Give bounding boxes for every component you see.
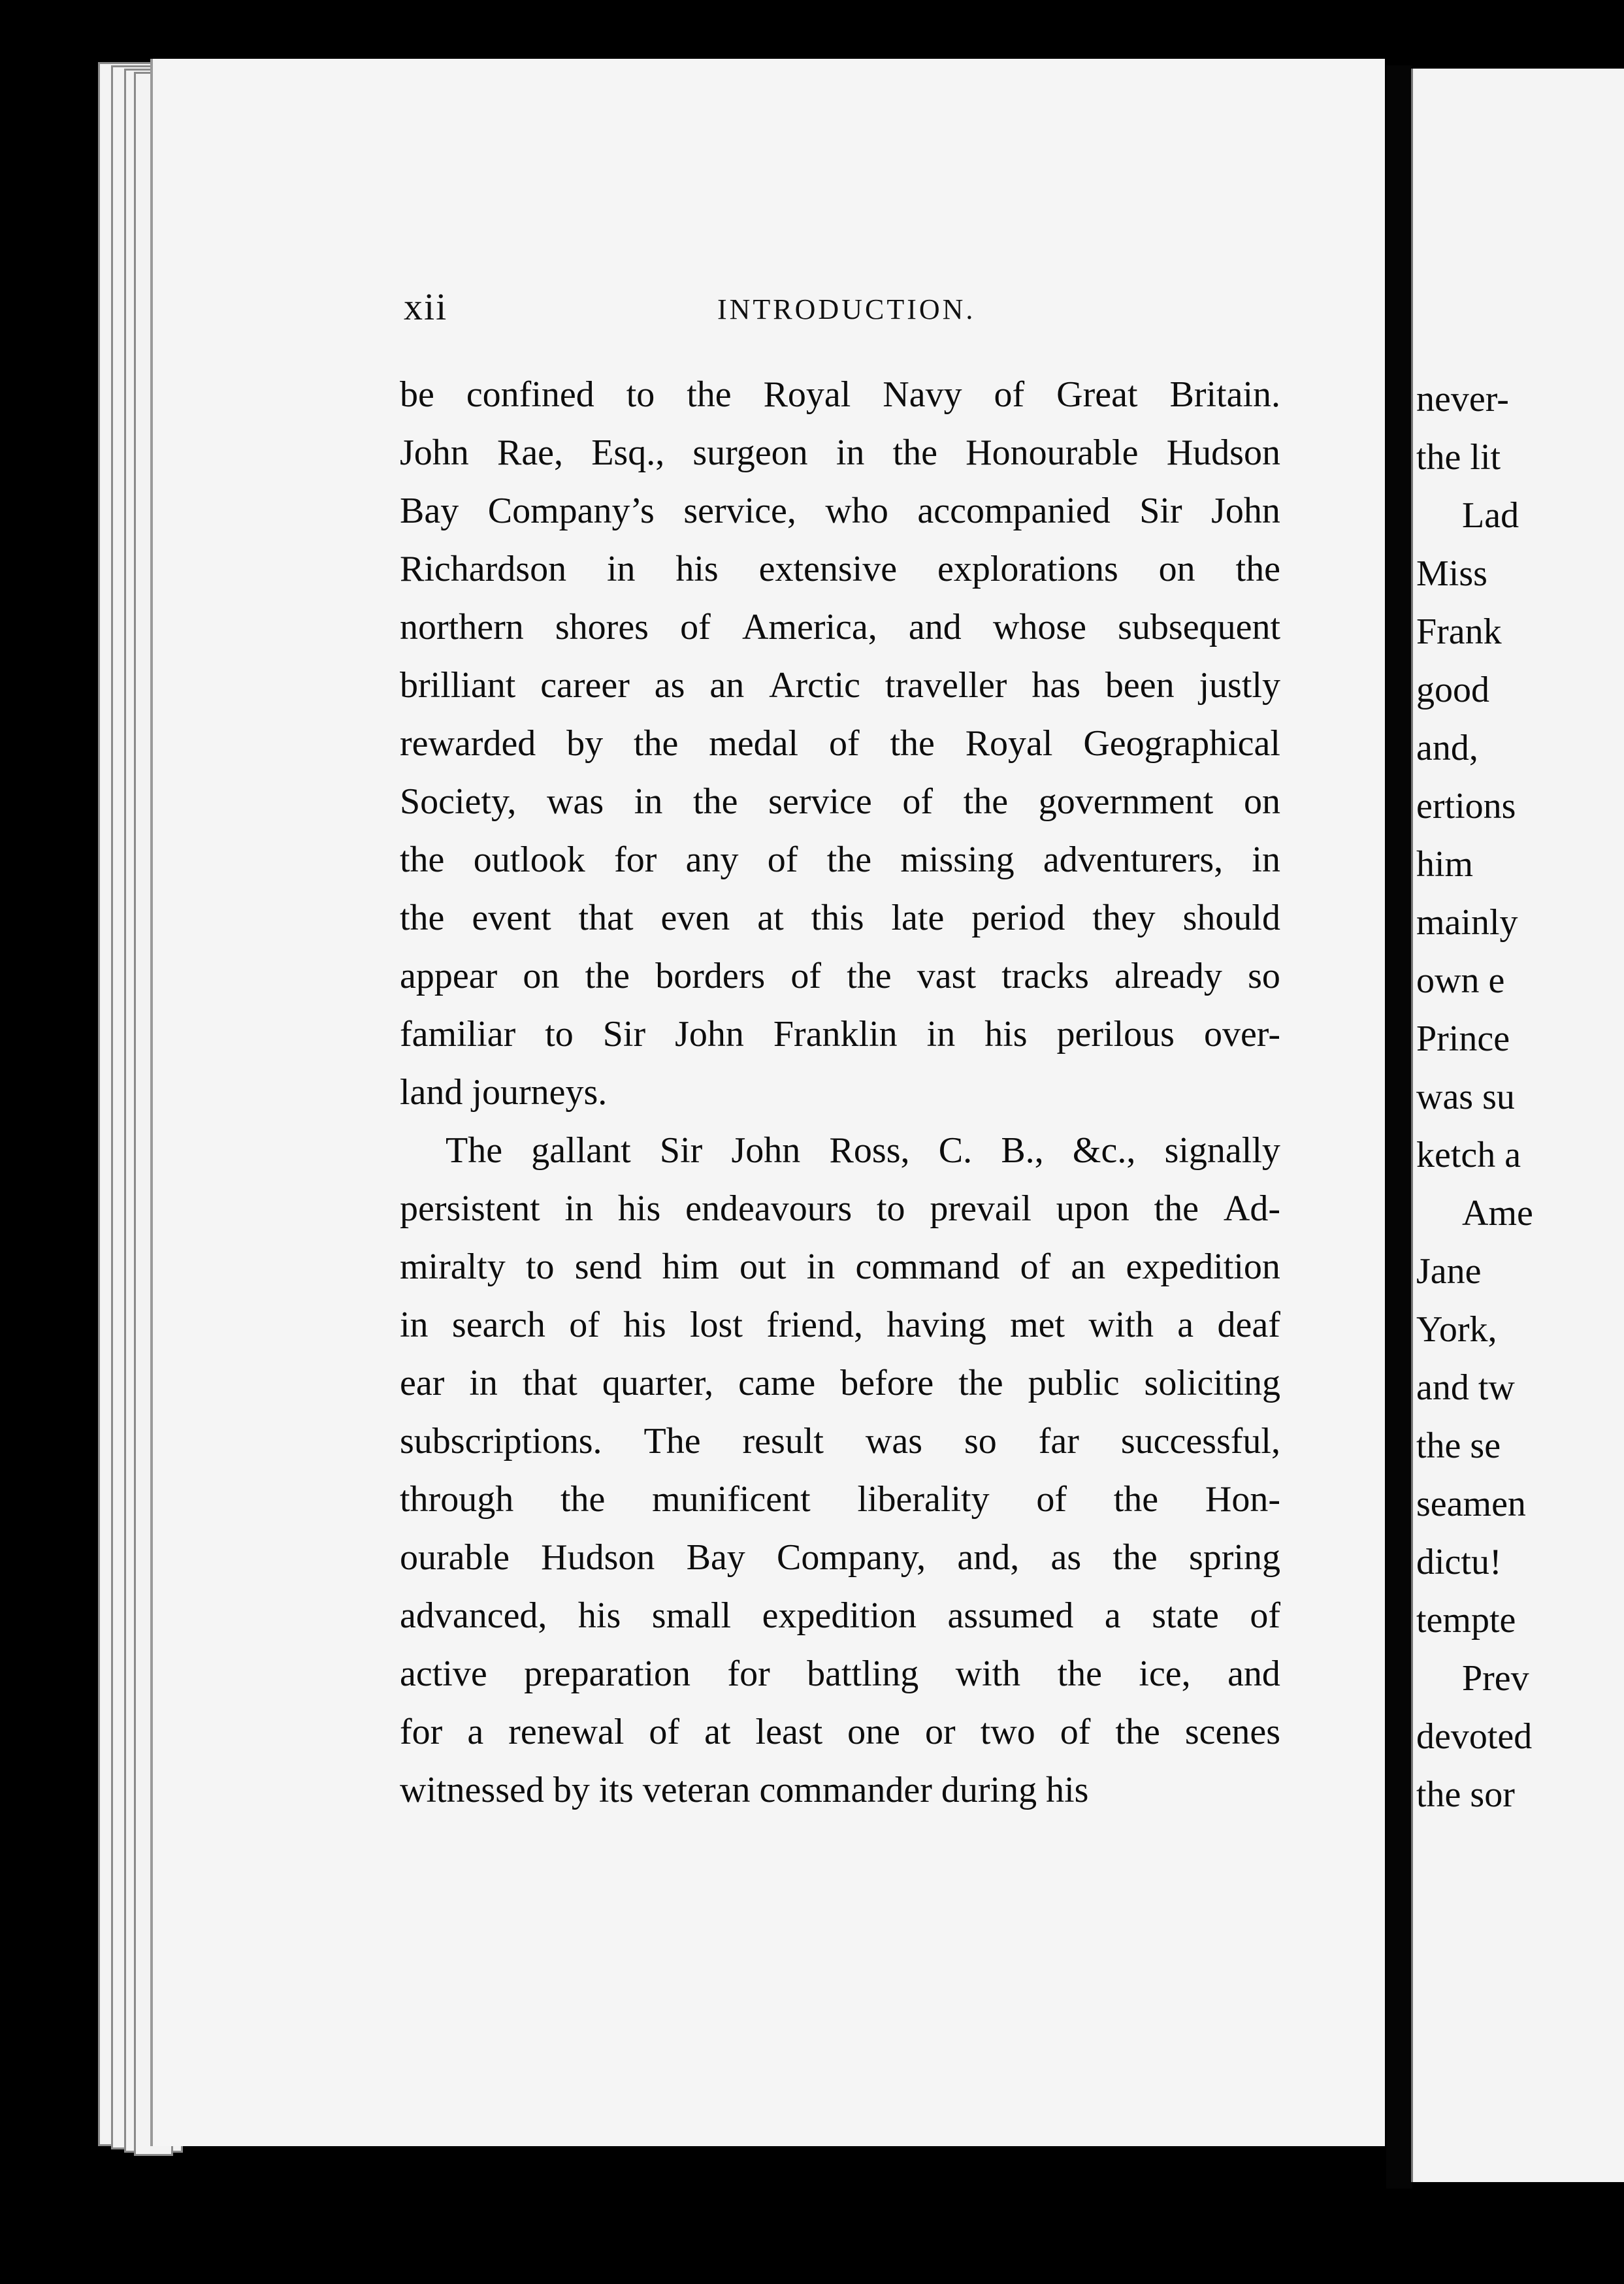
text-line: and, bbox=[1416, 728, 1478, 768]
text-line: Ame bbox=[1462, 1193, 1533, 1233]
text-line: seamen bbox=[1416, 1484, 1526, 1524]
text-line: Bay Company’s service, who accompanied Sir John bbox=[400, 491, 1280, 531]
text-line: mainly bbox=[1416, 902, 1518, 943]
text-line: good bbox=[1416, 670, 1489, 710]
text-line: subscriptions. The result was so far successful, bbox=[400, 1421, 1280, 1461]
text-line: Prince bbox=[1416, 1019, 1510, 1059]
text-line: tempte bbox=[1416, 1600, 1516, 1640]
text-line: was su bbox=[1416, 1077, 1515, 1117]
page-number: xii bbox=[404, 286, 448, 328]
text-line: for a renewal of at least one or two of the scenes bbox=[400, 1712, 1280, 1752]
text-line: Prev bbox=[1462, 1658, 1529, 1699]
text-line: miralty to send him out in command of an expedition bbox=[400, 1247, 1280, 1287]
text-line: ertions bbox=[1416, 786, 1516, 826]
text-line: Frank bbox=[1416, 612, 1502, 652]
chapter-title: INTRODUCTION. bbox=[717, 293, 976, 325]
text-line: ear in that quarter, came before the public soliciting bbox=[400, 1363, 1280, 1403]
text-line: familiar to Sir John Franklin in his perilous over- bbox=[400, 1014, 1280, 1054]
text-line: ourable Hudson Bay Company, and, as the spring bbox=[400, 1537, 1280, 1578]
text-line: the sor bbox=[1416, 1774, 1515, 1815]
text-line: him bbox=[1416, 844, 1474, 885]
text-line: active preparation for battling with the ice, and bbox=[400, 1654, 1280, 1694]
text-line: rewarded by the medal of the Royal Geographical bbox=[400, 723, 1280, 764]
text-line: and tw bbox=[1416, 1367, 1515, 1408]
text-line: appear on the borders of the vast tracks already so bbox=[400, 956, 1280, 996]
text-line: never- bbox=[1416, 379, 1509, 419]
text-line: York, bbox=[1416, 1309, 1497, 1350]
text-line: own e bbox=[1416, 960, 1505, 1001]
text-line: the lit bbox=[1416, 437, 1501, 478]
text-line: northern shores of America, and whose subsequent bbox=[400, 607, 1280, 647]
text-line: be confined to the Royal Navy of Great Britain. bbox=[400, 374, 1280, 415]
text-line: Richardson in his extensive explorations on the bbox=[400, 549, 1280, 589]
text-line: the outlook for any of the missing adventurers, in bbox=[400, 840, 1280, 880]
text-line: the se bbox=[1416, 1426, 1501, 1466]
running-head bbox=[404, 285, 1279, 337]
text-line: Jane bbox=[1416, 1251, 1482, 1292]
text-line: Lad bbox=[1462, 495, 1519, 536]
right-page-text bbox=[1416, 370, 1624, 1824]
text-line: John Rae, Esq., surgeon in the Honourable Hudson bbox=[400, 432, 1280, 473]
text-line: advanced, his small expedition assumed a state of bbox=[400, 1595, 1280, 1636]
text-line: land journeys. bbox=[400, 1072, 608, 1113]
text-line: The gallant Sir John Ross, C. B., &c., signally bbox=[446, 1130, 1280, 1171]
text-line: persistent in his endeavours to prevail upon the Ad- bbox=[400, 1188, 1280, 1229]
text-line: Society, was in the service of the government on bbox=[400, 781, 1280, 822]
text-line: in search of his lost friend, having met with a deaf bbox=[400, 1305, 1280, 1345]
text-line: brilliant career as an Arctic traveller has been justly bbox=[400, 665, 1280, 706]
text-line: through the munificent liberality of the Hon- bbox=[400, 1479, 1280, 1520]
text-line: ketch a bbox=[1416, 1135, 1521, 1175]
book-gutter bbox=[1386, 65, 1412, 2189]
text-line: devoted bbox=[1416, 1716, 1533, 1757]
text-line: witnessed by its veteran commander during his bbox=[400, 1770, 1089, 1810]
text-line: Miss bbox=[1416, 553, 1487, 594]
left-page-text bbox=[400, 366, 1280, 1819]
text-line: the event that even at this late period they should bbox=[400, 898, 1280, 938]
text-line: dictu! bbox=[1416, 1542, 1502, 1582]
